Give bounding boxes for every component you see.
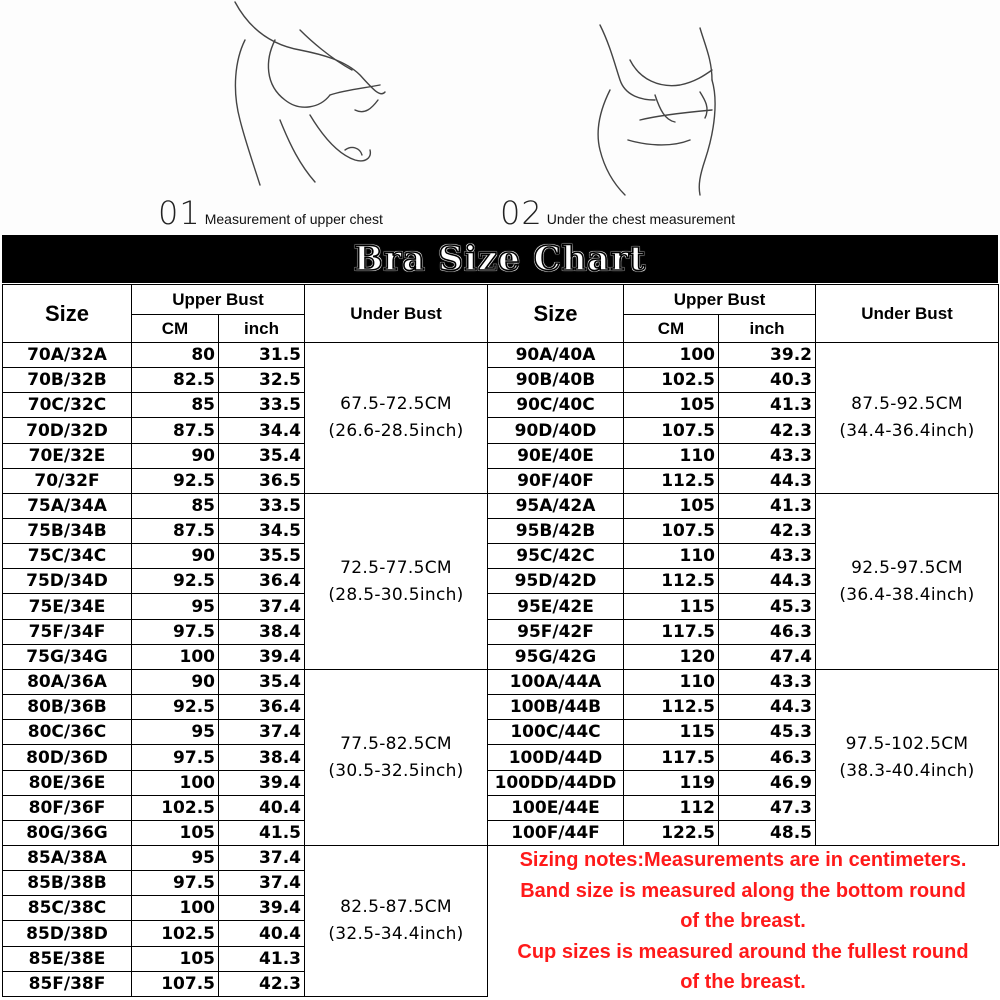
size-cell: 85F/38F (2, 971, 132, 997)
cm-cell: 112.5 (623, 568, 719, 594)
inch-cell: 45.3 (718, 719, 816, 745)
under-bust-range-line: (32.5-34.4inch) (328, 924, 464, 944)
inch-cell: 40.4 (218, 795, 305, 821)
cm-cell: 95 (131, 719, 219, 745)
cm-cell: 92.5 (131, 468, 219, 494)
left-upper-bust-header: Upper Bust (131, 284, 305, 315)
cm-cell: 110 (623, 543, 719, 569)
under-bust-range (304, 493, 488, 670)
inch-cell: 47.4 (718, 644, 816, 670)
cm-cell: 85 (131, 493, 219, 519)
under-bust-range-line: 77.5-82.5CM (340, 733, 452, 754)
cm-cell: 117.5 (623, 619, 719, 645)
under-bust-range (304, 342, 488, 494)
right-cm-header: CM (623, 314, 719, 343)
cm-cell: 97.5 (131, 870, 219, 896)
inch-cell: 37.4 (218, 719, 305, 745)
cm-cell: 80 (131, 342, 219, 368)
under-bust-range-line: (36.4-38.4inch) (839, 584, 975, 605)
inch-cell: 45.3 (718, 593, 816, 620)
inch-cell: 32.5 (218, 367, 305, 393)
size-cell: 80E/36E (2, 770, 132, 796)
size-cell: 90A/40A (487, 342, 624, 368)
inch-cell: 36.4 (218, 568, 305, 594)
size-cell: 80C/36C (2, 719, 132, 745)
under-bust-range-line: (30.5-32.5inch) (328, 760, 464, 781)
size-cell: 95F/42F (487, 619, 624, 645)
size-cell: 100DD/44DD (487, 770, 624, 796)
size-cell: 85B/38B (2, 870, 132, 896)
inch-cell: 39.4 (218, 895, 305, 921)
size-cell: 75E/34E (2, 593, 132, 620)
cm-cell: 105 (131, 946, 219, 972)
cm-cell: 90 (131, 543, 219, 569)
under-bust-range-line: 72.5-77.5CM (340, 557, 452, 578)
inch-cell: 35.5 (218, 543, 305, 569)
under-bust-range-line: (26.6-28.5inch) (328, 421, 464, 441)
cm-cell: 115 (623, 719, 719, 745)
inch-cell: 46.9 (718, 770, 816, 796)
under-bust-range-line: 67.5-72.5CM (340, 394, 452, 414)
right-upper-bust-header: Upper Bust (623, 284, 816, 315)
cm-cell: 92.5 (131, 694, 219, 720)
size-cell: 75G/34G (2, 644, 132, 670)
cm-cell: 120 (623, 644, 719, 670)
inch-cell: 35.4 (218, 669, 305, 695)
inch-cell: 37.4 (218, 870, 305, 896)
inch-cell: 44.3 (718, 568, 816, 594)
inch-cell: 36.5 (218, 468, 305, 494)
cm-cell: 112.5 (623, 468, 719, 494)
cm-cell: 100 (131, 644, 219, 670)
cm-cell: 97.5 (131, 619, 219, 645)
size-cell: 80A/36A (2, 669, 132, 695)
size-cell: 75B/34B (2, 518, 132, 544)
under-bust-range (815, 342, 999, 494)
cm-cell: 110 (623, 443, 719, 469)
cm-cell: 87.5 (131, 417, 219, 444)
inch-cell: 34.4 (218, 417, 305, 444)
inch-cell: 31.5 (218, 342, 305, 368)
size-cell: 85D/38D (2, 920, 132, 947)
size-cell: 70/32F (2, 468, 132, 494)
size-cell: 95D/42D (487, 568, 624, 594)
inch-cell: 33.5 (218, 392, 305, 418)
cm-cell: 90 (131, 443, 219, 469)
left-size-header: Size (2, 284, 132, 343)
cm-cell: 115 (623, 593, 719, 620)
inch-cell: 36.4 (218, 694, 305, 720)
size-cell: 70E/32E (2, 443, 132, 469)
left-inch-header: inch (218, 314, 305, 343)
inch-cell: 41.5 (218, 820, 305, 846)
size-cell: 70C/32C (2, 392, 132, 418)
cm-cell: 87.5 (131, 518, 219, 544)
size-cell: 95E/42E (487, 593, 624, 620)
inch-cell: 40.3 (718, 367, 816, 393)
inch-cell: 47.3 (718, 795, 816, 821)
right-under-bust-header: Under Bust (815, 284, 999, 343)
inch-cell: 42.3 (218, 971, 305, 997)
sizing-notes (488, 845, 998, 995)
left-under-bust-header: Under Bust (304, 284, 488, 343)
cm-cell: 112 (623, 795, 719, 821)
inch-cell: 33.5 (218, 493, 305, 519)
cm-cell: 102.5 (131, 795, 219, 821)
inch-cell: 42.3 (718, 518, 816, 544)
size-cell: 80F/36F (2, 795, 132, 821)
step-label: Under the chest measurement (546, 211, 736, 227)
size-cell: 85C/38C (2, 895, 132, 921)
under-bust-range (815, 669, 999, 846)
cm-cell: 117.5 (623, 744, 719, 771)
size-cell: 100B/44B (487, 694, 624, 720)
note-line: of the breast. (680, 971, 806, 993)
size-cell: 100F/44F (487, 820, 624, 846)
size-cell: 75D/34D (2, 568, 132, 594)
size-cell: 90E/40E (487, 443, 624, 469)
inch-cell: 41.3 (718, 493, 816, 519)
size-cell: 70A/32A (2, 342, 132, 368)
inch-cell: 42.3 (718, 417, 816, 444)
inch-cell: 39.4 (218, 644, 305, 670)
cm-cell: 107.5 (131, 971, 219, 997)
size-cell: 80G/36G (2, 820, 132, 846)
size-cell: 80D/36D (2, 744, 132, 771)
size-cell: 100D/44D (487, 744, 624, 771)
inch-cell: 43.3 (718, 543, 816, 569)
step-number: 02 (500, 194, 543, 232)
cm-cell: 112.5 (623, 694, 719, 720)
inch-cell: 37.4 (218, 845, 305, 871)
inch-cell: 43.3 (718, 443, 816, 469)
note-line: Band size is measured along the bottom round (520, 879, 966, 902)
cm-cell: 105 (131, 820, 219, 846)
size-cell: 95A/42A (487, 493, 624, 519)
cm-cell: 119 (623, 770, 719, 796)
cm-cell: 97.5 (131, 744, 219, 771)
size-cell: 95B/42B (487, 518, 624, 544)
cm-cell: 100 (131, 895, 219, 921)
inch-cell: 38.4 (218, 619, 305, 645)
cm-cell: 105 (623, 392, 719, 418)
left-cm-header: CM (131, 314, 219, 343)
under-bust-range-line: (38.3-40.4inch) (839, 760, 975, 781)
under-bust-range (304, 669, 488, 846)
inch-cell: 48.5 (718, 820, 816, 846)
inch-cell: 43.3 (718, 669, 816, 695)
cm-cell: 95 (131, 845, 219, 871)
under-bust-range-line: 87.5-92.5CM (851, 394, 963, 414)
size-cell: 75C/34C (2, 543, 132, 569)
cm-cell: 90 (131, 669, 219, 695)
inch-cell: 46.3 (718, 619, 816, 645)
inch-cell: 37.4 (218, 593, 305, 620)
under-bust-range-line: 92.5-97.5CM (851, 557, 963, 578)
inch-cell: 46.3 (718, 744, 816, 771)
size-cell: 95G/42G (487, 644, 624, 670)
size-cell: 90C/40C (487, 392, 624, 418)
size-cell: 70D/32D (2, 417, 132, 444)
size-cell: 85A/38A (2, 845, 132, 871)
under-bust-range-line: (28.5-30.5inch) (328, 584, 464, 605)
size-cell: 90D/40D (487, 417, 624, 444)
cm-cell: 100 (131, 770, 219, 796)
cm-cell: 122.5 (623, 820, 719, 846)
size-cell: 95C/42C (487, 543, 624, 569)
cm-cell: 107.5 (623, 518, 719, 544)
size-cell: 75F/34F (2, 619, 132, 645)
chart-title: Bra Size Chart (353, 239, 647, 279)
right-inch-header: inch (718, 314, 816, 343)
cm-cell: 102.5 (623, 367, 719, 393)
under-bust-range-line: 97.5-102.5CM (845, 733, 969, 754)
under-bust-range-line: 82.5-87.5CM (340, 897, 452, 917)
cm-cell: 100 (623, 342, 719, 368)
size-cell: 80B/36B (2, 694, 132, 720)
cm-cell: 105 (623, 493, 719, 519)
note-line: Cup sizes is measured around the fullest round (517, 940, 969, 963)
inch-cell: 35.4 (218, 443, 305, 469)
cm-cell: 85 (131, 392, 219, 418)
cm-cell: 82.5 (131, 367, 219, 393)
cm-cell: 110 (623, 669, 719, 695)
inch-cell: 44.3 (718, 694, 816, 720)
size-cell: 85E/38E (2, 946, 132, 972)
size-cell: 100A/44A (487, 669, 624, 695)
step-number: 01 (158, 194, 201, 232)
cm-cell: 107.5 (623, 417, 719, 444)
size-cell: 90B/40B (487, 367, 624, 393)
inch-cell: 44.3 (718, 468, 816, 494)
step-label: Measurement of upper chest (204, 211, 383, 227)
inch-cell: 34.5 (218, 518, 305, 544)
note-line: Sizing notes:Measurements are in centimeters. (519, 849, 967, 871)
cm-cell: 92.5 (131, 568, 219, 594)
inch-cell: 41.3 (718, 392, 816, 418)
under-bust-range (304, 845, 488, 997)
inch-cell: 41.3 (218, 946, 305, 972)
inch-cell: 39.2 (718, 342, 816, 368)
size-cell: 75A/34A (2, 493, 132, 519)
right-size-header: Size (487, 284, 624, 343)
note-line: of the breast. (680, 910, 806, 932)
under-bust-range (815, 493, 999, 670)
size-cell: 70B/32B (2, 367, 132, 393)
cm-cell: 95 (131, 593, 219, 620)
size-cell: 100E/44E (487, 795, 624, 821)
inch-cell: 38.4 (218, 744, 305, 771)
under-bust-range-line: (34.4-36.4inch) (839, 421, 975, 441)
inch-cell: 39.4 (218, 770, 305, 796)
size-cell: 90F/40F (487, 468, 624, 494)
size-cell: 100C/44C (487, 719, 624, 745)
cm-cell: 102.5 (131, 920, 219, 947)
inch-cell: 40.4 (218, 920, 305, 947)
